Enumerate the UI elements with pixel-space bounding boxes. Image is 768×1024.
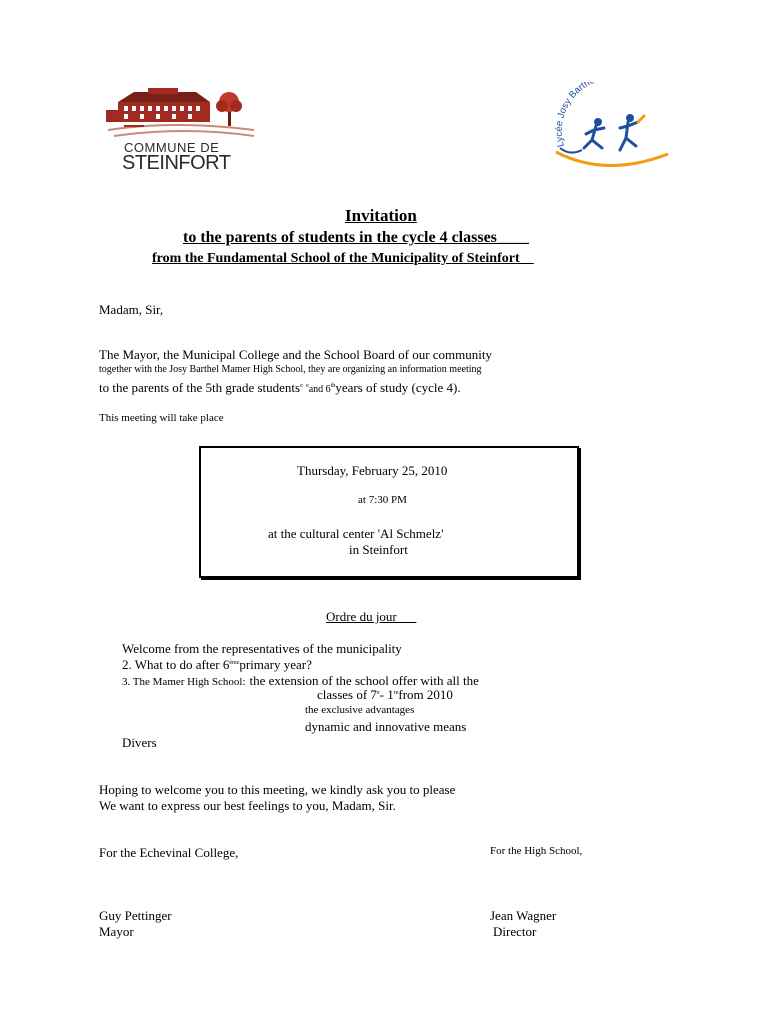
intro-line-3-b: and 6 — [308, 384, 331, 395]
agenda-heading: Ordre du jour___ — [326, 609, 417, 624]
meeting-place: at the cultural center 'Al Schmelz' — [268, 526, 444, 541]
agenda-item-3-sup-2: re — [393, 690, 399, 696]
agenda-item-3-e: from 2010 — [398, 687, 453, 702]
meeting-town: in Steinfort — [349, 542, 408, 557]
agenda-item-3-c: classes of 7 — [317, 687, 377, 702]
salutation: Madam, Sir, — [99, 302, 164, 317]
intro-line-2: together with the Josy Barthel Mamer High School, they are organizing an information meeting — [99, 364, 482, 375]
meeting-date: Thursday, February 25, 2010 — [297, 463, 448, 478]
agenda-item-3-advantages: the exclusive advantages — [305, 704, 415, 716]
agenda-item-3-sup-1: e — [376, 690, 380, 696]
agenda-item-2 — [122, 657, 312, 673]
meeting-time: at 7:30 PM — [358, 494, 407, 506]
closing-line-1: Hoping to welcome you to this meeting, we kindly ask you to please — [99, 782, 456, 797]
agenda-item-2-b: primary year? — [239, 657, 312, 672]
agenda-item-3-a: 3. The Mamer High School: — [122, 676, 246, 688]
invitation-title: Invitation — [345, 206, 417, 225]
commune-logo-line2: STEINFORT — [122, 152, 231, 174]
meeting-intro: This meeting will take place — [99, 412, 224, 424]
agenda-item-3-d: - 1 — [379, 687, 394, 702]
intro-sup-1: e — [300, 383, 303, 389]
closing-line-2: We want to express our best feelings to you, Madam, Sir. — [99, 798, 396, 813]
agenda-item-3-means: dynamic and innovative means — [305, 719, 467, 734]
signature-left-label: For the Echevinal College, — [99, 845, 239, 860]
commune-steinfort-logo — [104, 86, 260, 178]
agenda-item-4: Divers — [122, 735, 157, 750]
signature-left-name: Guy Pettinger — [99, 908, 172, 923]
invitation-subtitle-2: from the Fundamental School of the Municipality of Steinfort__ — [152, 251, 534, 266]
signature-right-title: Director — [493, 924, 537, 939]
intro-sup-3: th — [330, 383, 336, 389]
intro-line-3-c: years of study (cycle 4). — [335, 380, 461, 395]
intro-line-3 — [99, 380, 461, 396]
intro-line-3-a: to the parents of the 5th grade students — [99, 380, 301, 395]
signature-right-label: For the High School, — [490, 845, 583, 857]
agenda-item-3-b: the extension of the school offer with all the — [249, 673, 479, 688]
runners-icon — [546, 82, 676, 178]
commune-logo-line1: COMMUNE DE — [124, 140, 220, 155]
lycee-arc-text: Lycée Josy Barth — [553, 82, 592, 149]
agenda-item-2-a: 2. What to do after 6 — [122, 657, 230, 672]
signature-right-name: Jean Wagner — [490, 908, 557, 923]
town-building-icon — [104, 86, 260, 142]
agenda-item-3-classes — [317, 687, 453, 703]
agenda-item-2-sup: ème — [229, 660, 240, 666]
invitation-subtitle: to the parents of students in the cycle 4 classes____ — [183, 229, 529, 246]
intro-line-1: The Mayor, the Municipal College and the School Board of our community — [99, 347, 493, 362]
agenda-item-1: Welcome from the representatives of the municipality — [122, 641, 402, 656]
intro-sup-2: e — [306, 383, 309, 389]
lycee-logo — [546, 82, 676, 178]
signature-left-title: Mayor — [99, 924, 134, 939]
